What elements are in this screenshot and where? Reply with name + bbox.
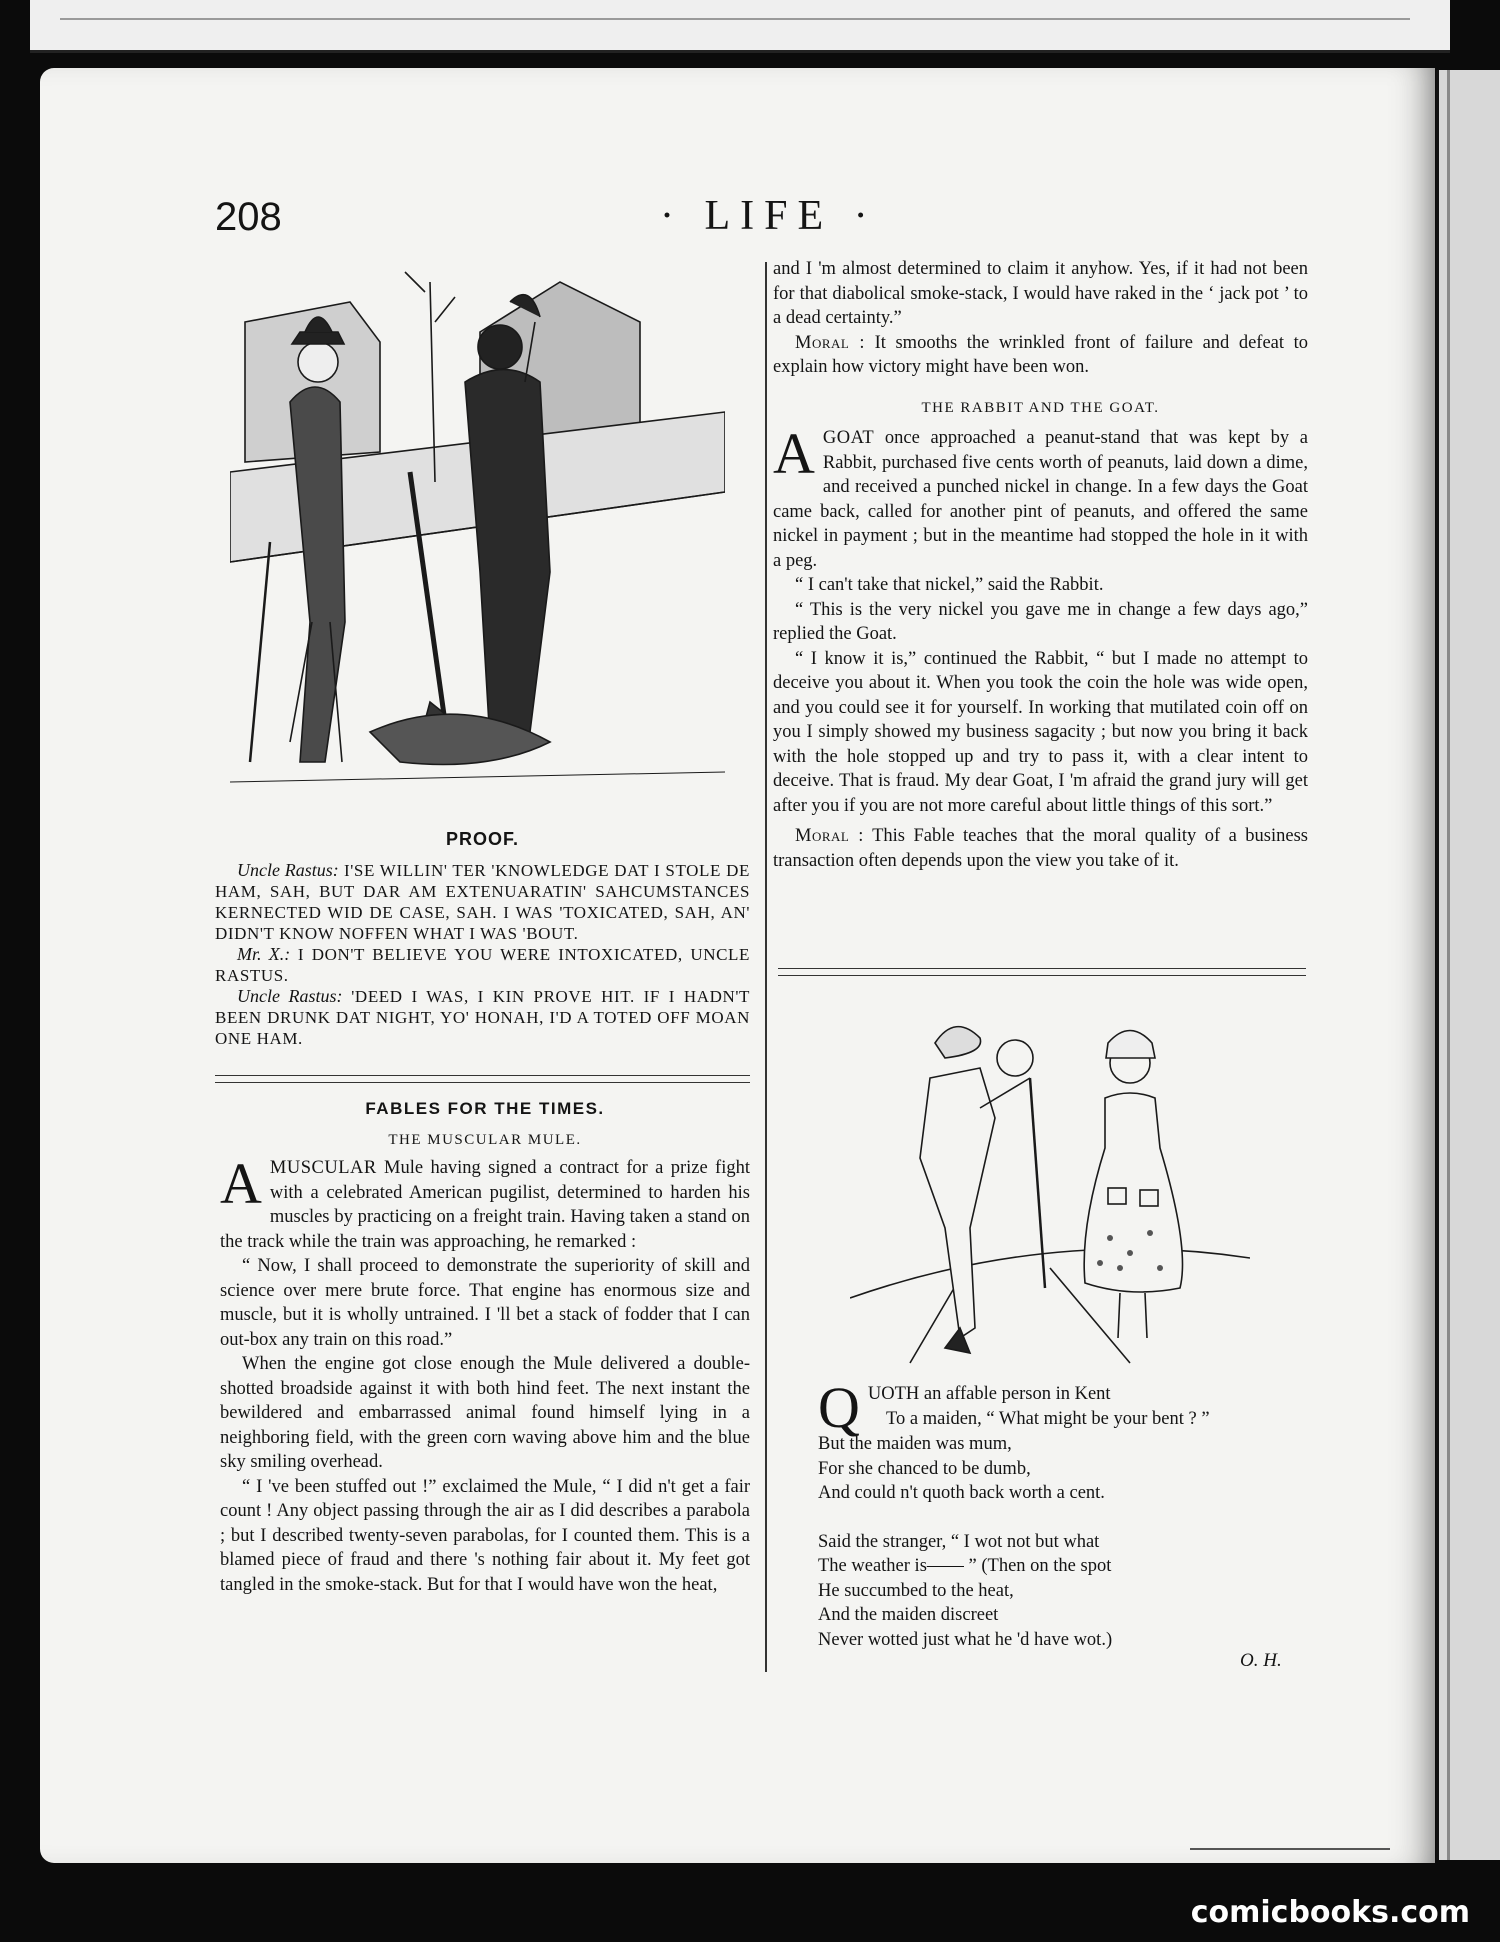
watermark: comicbooks.com — [1190, 1895, 1470, 1930]
masthead: · LIFE · — [660, 193, 878, 239]
goat-moral — [773, 824, 1308, 873]
goat-paragraph-2: “ I can't take that nickel,” said the Rabbit. — [795, 575, 1104, 595]
poem-line: And the maiden discreet — [818, 1605, 999, 1625]
section-divider — [778, 968, 1306, 976]
goat-fable-title: THE RABBIT AND THE GOAT. — [921, 399, 1160, 416]
dialogue-line — [215, 944, 750, 986]
drop-cap: A — [773, 421, 815, 486]
mule-moral — [773, 331, 1308, 380]
lead-word: GOAT — [822, 428, 875, 448]
column-divider — [765, 262, 767, 1672]
goat-paragraph-1 — [773, 421, 1308, 573]
poem-line: The weather is—— ” (Then on the spot — [818, 1556, 1112, 1576]
kent-illustration — [850, 998, 1250, 1368]
moral-text: This Fable teaches that the moral quality of a business transaction often depends upon the view you take of it. — [773, 826, 1308, 871]
moral-label: Moral : — [795, 826, 864, 846]
poem-line: To a maiden, “ What might be your bent ? ” — [886, 1408, 1210, 1429]
page-number: 208 — [215, 195, 282, 239]
dialogue-text: 'DEED I WAS, I KIN PROVE HIT. IF I HADN'T BEEN DRUNK DAT NIGHT, YO' HONAH, I'D A TOTED OFF MOAN ONE HAM. — [215, 986, 750, 1048]
fables-heading: FABLES FOR THE TIMES. — [365, 1099, 605, 1118]
proof-illustration — [230, 262, 725, 807]
poem-line: And could n't quoth back worth a cent. — [818, 1483, 1105, 1503]
speaker: Uncle Rastus: — [237, 859, 339, 880]
previous-page-edge — [30, 0, 1450, 53]
mule-fable-title: THE MUSCULAR MULE. — [388, 1131, 582, 1148]
dialogue-line — [215, 986, 750, 1049]
poem-line: But the maiden was mum, — [818, 1434, 1012, 1454]
proof-caption: PROOF. — [445, 829, 519, 849]
mule-paragraph-5: and I 'm almost determined to claim it anyhow. Yes, if it had not been for that diabolical smoke-stack, I would have raked in the ‘ jack pot ’ to a dead certainty.” — [773, 259, 1308, 328]
poem-line: He succumbed to the heat, — [818, 1580, 1014, 1601]
speaker: Uncle Rastus: — [237, 985, 343, 1006]
poem-line-text: UOTH an affable person in Kent — [867, 1384, 1111, 1404]
mule-paragraph-3: When the engine got close enough the Mule delivered a double-shotted broadside against it with both hind feet. The next instant the bewildered and embarrassed animal found himself lying in a neighboring field, with the green corn waving above him and the blue sky smiling overhead. — [220, 1354, 750, 1472]
moral-label: Moral : — [795, 332, 866, 353]
goat-paragraph-3: “ This is the very nickel you gave me in change a few days ago,” replied the Goat. — [773, 599, 1308, 644]
mule-paragraph-2: “ Now, I shall proceed to demonstrate the superiority of skill and science over mere brute force. That engine has enormous size and muscle, but it is wholly untrained. I 'll bet a stack of fodder that I can out-box any train on this road.” — [220, 1256, 750, 1350]
drop-cap: A — [220, 1151, 262, 1216]
dialogue-text: I DON'T BELIEVE YOU WERE INTOXICATED, UNCLE RASTUS. — [215, 944, 751, 985]
poem-line: For she chanced to be dumb, — [818, 1458, 1031, 1479]
mule-paragraph-1 — [220, 1151, 750, 1254]
section-divider — [215, 1075, 750, 1083]
poem-line: Said the stranger, “ I wot not but what — [818, 1531, 1100, 1552]
binding-mark — [1190, 1848, 1390, 1850]
poem-signature: O. H. — [1240, 1650, 1282, 1671]
goat-paragraph-4: “ I know it is,” continued the Rabbit, “ but I made no attempt to deceive you about it. When you took the coin the hole was wide open, and you could see it for yourself. In working that mutilated coin off on you I simply showed my business sagacity ; but now you bring it back with the hole stopped up and try to pass it, with a clear intent to deceive. That is fraud. My dear Goat, I 'm afraid the grand jury will get after you if you are not more careful about little things of this sort.” — [773, 648, 1308, 816]
drop-cap: Q — [818, 1375, 860, 1440]
mule-paragraph-4: “ I 've been stuffed out !” exclaimed the Mule, “ I did n't get a fair count ! Any object passing through the air as I did describes a parabola ; but I described twenty-seven parabolas, for I counted them. This is a blamed piece of fraud and there 's nothing fair about it. My feet got tangled in the smoke-stack. But for that I would have won the heat, — [220, 1476, 750, 1595]
dialogue-line — [215, 860, 750, 944]
limerick — [818, 1375, 1210, 1652]
paragraph-text: once approached a peanut-stand that was kept by a Rabbit, purchased five cents worth of peanuts, laid down a dime, and received a punched nickel in change. In a few days the Goat came back, called for another pint of peanuts, and offered the same nickel in payment ; but in the meantime had stopped the hole in it with a peg. — [773, 428, 1308, 571]
paragraph-text: Mule having signed a contract for a prize fight with a celebrated American pugilist, determined to harden his muscles by practicing on a freight train. Having taken a stand on the track while the train was approaching, he remarked : — [220, 1158, 750, 1252]
next-page-edge — [1436, 70, 1500, 1860]
lead-word: MUSCULAR — [269, 1158, 377, 1178]
speaker: Mr. X.: — [237, 943, 291, 964]
dialogue-text: I'SE WILLIN' TER 'KNOWLEDGE DAT I STOLE DE HAM, SAH, BUT DAR AM EXTENUARATIN' SAHCUMSTANCES KERNECTED WID DE CASE, SAH. I WAS 'TOXICATED, SAH, AN' DIDN'T KNOW NOFFEN WHAT I WAS 'BOUT. — [215, 860, 751, 943]
poem-line: Never wotted just what he 'd have wot.) — [818, 1629, 1113, 1650]
moral-text: It smooths the wrinkled front of failure and defeat to explain how victory might have been won. — [773, 332, 1308, 377]
